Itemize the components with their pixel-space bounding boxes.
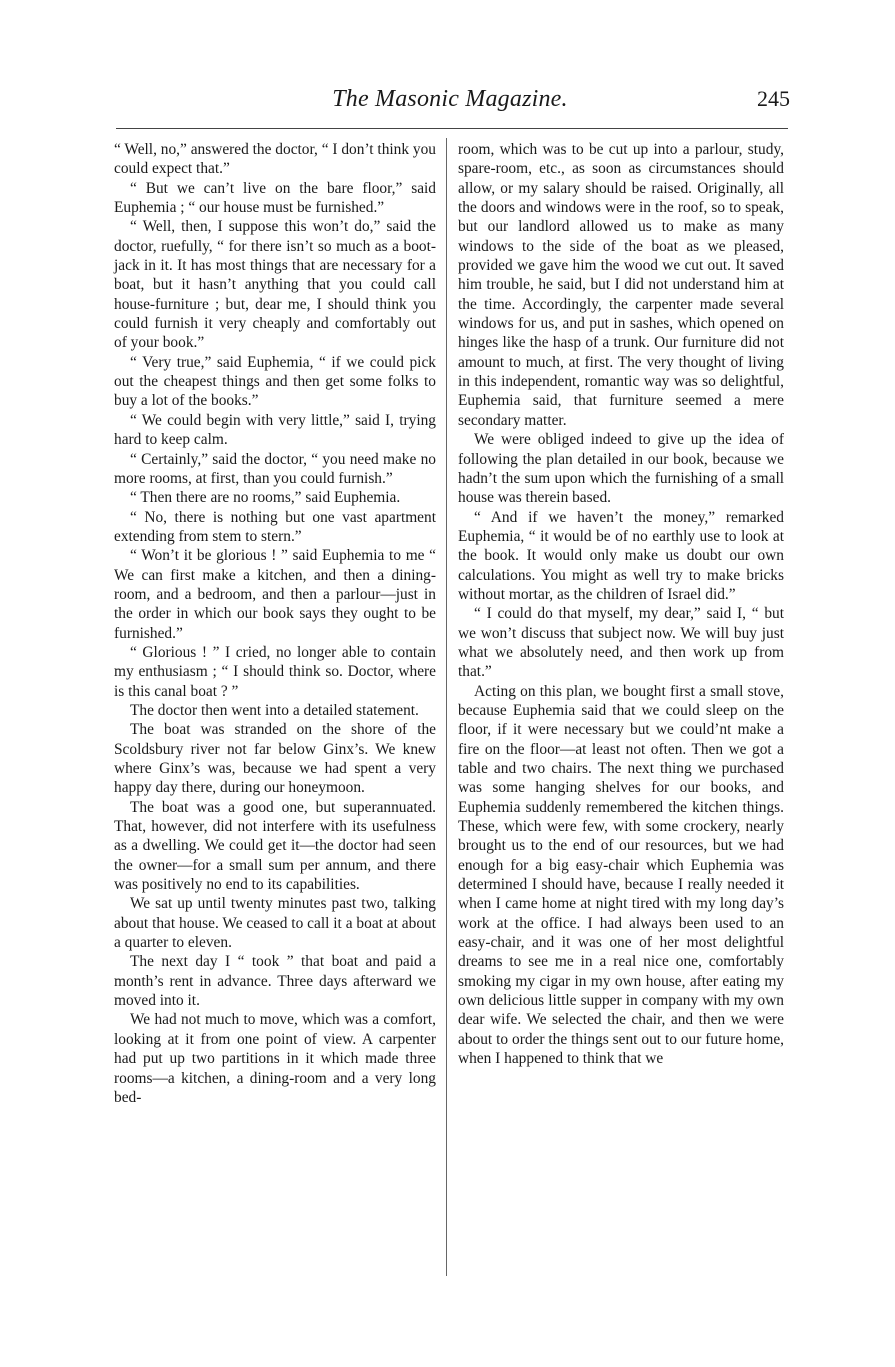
paragraph: “ Then there are no rooms,” said Euphemia. [130, 489, 401, 507]
paragraph: The next day I “ took ” that boat and paid a month’s rent in advance. Three days afterward we moved into it. [114, 953, 436, 1010]
paragraph: “ Very true,” said Euphemia, “ if we could pick out the cheapest things and then get some folks to buy a lot of the books.” [114, 353, 436, 410]
paragraph: room, which was to be cut up into a parlour, study, spare-room, etc., as soon as circumstances should allow, or my salary should be raised. Originally, all the doors and windows were in the roof, so to speak, but our landlord allowed us to make as many windows to the side of the boat as we pleased, provided we gave him the wood we cut out. It saved him trouble, he said, but I did not understand him at the time. Accordingly, the carpenter made several windows for us, and put in sashes, which opened on hinges like the hasp of a trunk. Our furniture did not amount to much, at first. The very thought of living in this independent, romantic way was so delightful, Euphemia said, that furniture seemed a mere secondary matter. [458, 141, 784, 429]
paragraph: “ Well, then, I suppose this won’t do,” said the doctor, ruefully, “ for there isn’t so much as a boot-jack in it. It has most things that are necessary for a boat, but it hasn’t anything that you could call house-furniture ; but, dear me, I should think you could furnish it very cheaply and comfortably out of your book.” [114, 218, 436, 352]
paragraph: We were obliged indeed to give up the idea of following the plan detailed in our book, because we hadn’t the sum upon which the furnishing of a small house was therein based. [458, 431, 784, 507]
paragraph: The boat was a good one, but superannuated. That, however, did not interfere with its usefulness as a dwelling. We could get it—the doctor had seen the owner—for a small sum per annum, and there was positively no end to its capabilities. [114, 798, 436, 894]
right-column [458, 140, 784, 1069]
left-column [114, 140, 436, 1107]
paragraph: “ Glorious ! ” I cried, no longer able to contain my enthusiasm ; “ I should think so. Doctor, where is this canal boat ? ” [114, 643, 436, 700]
paragraph: The boat was stranded on the shore of the Scoldsbury river not far below Ginx’s. We knew where Ginx’s was, because we had spent a very happy day there, during our honeymoon. [114, 721, 436, 797]
paragraph: “ I could do that myself, my dear,” said I, “ but we won’t discuss that subject now. We will buy just what we absolutely need, and then work up from that.” [458, 605, 784, 681]
paragraph: “ And if we haven’t the money,” remarked Euphemia, “ it would be of no earthly use to look at the book. It would only make us doubt our own calculations. You might as well try to make bricks without mortar, as the children of Israel did.” [458, 508, 784, 603]
page-number: 245 [757, 86, 790, 111]
paragraph: “ Certainly,” said the doctor, “ you need make no more rooms, at first, than you could furnish.” [114, 450, 436, 487]
paragraph: “ But we can’t live on the bare floor,” said Euphemia ; “ our house must be furnished.” [114, 179, 436, 217]
paragraph: Acting on this plan, we bought first a small stove, because Euphemia said that we could sleep on the floor, if it were necessary but we could’nt make a fire on the floor—at least not often. Then we got a table and two chairs. The next thing we purchased was some hanging shelves for our books, and Euphemia suddenly remembered the kitchen things. These, which were few, with some crockery, nearly brought us to the end of our resources, but we had enough for a big easy-chair which Euphemia was determined I should have, because I really needed it when I came home at night tired with my long day’s work at the office. I had always been used to an easy-chair, and it was one of her most delightful dreams to see me in a real nice one, comfortably smoking my cigar in my own house, after eating my own delicious little supper in company with my own dear wife. We selected the chair, and then we were about to order the things sent out to our future home, when I happened to think that we [458, 682, 784, 1068]
paragraph: We had not much to move, which was a comfort, looking at it from one point of view. A carpenter had put up two partitions in it which made three rooms—a kitchen, a dining-room and a very long bed- [114, 1011, 436, 1106]
magazine-title: The Masonic Magazine. [332, 86, 568, 112]
header-rule [116, 128, 788, 129]
paragraph: “ Well, no,” answered the doctor, “ I don’t think you could expect that.” [114, 141, 436, 178]
paragraph: “ Won’t it be glorious ! ” said Euphemia to me “ We can first make a kitchen, and then a dining-room, and a bedroom, and then a parlour—just in the order in which our book says they ought to be furnished.” [114, 547, 436, 642]
paragraph: “ No, there is nothing but one vast apartment extending from stem to stern.” [114, 508, 436, 545]
paragraph: The doctor then went into a detailed statement. [130, 701, 419, 719]
running-header [110, 86, 790, 126]
column-divider [446, 138, 447, 1276]
paragraph: We sat up until twenty minutes past two, talking about that house. We ceased to call it a boat at about a quarter to eleven. [114, 895, 436, 952]
paragraph: “ We could begin with very little,” said I, trying hard to keep calm. [114, 411, 436, 449]
